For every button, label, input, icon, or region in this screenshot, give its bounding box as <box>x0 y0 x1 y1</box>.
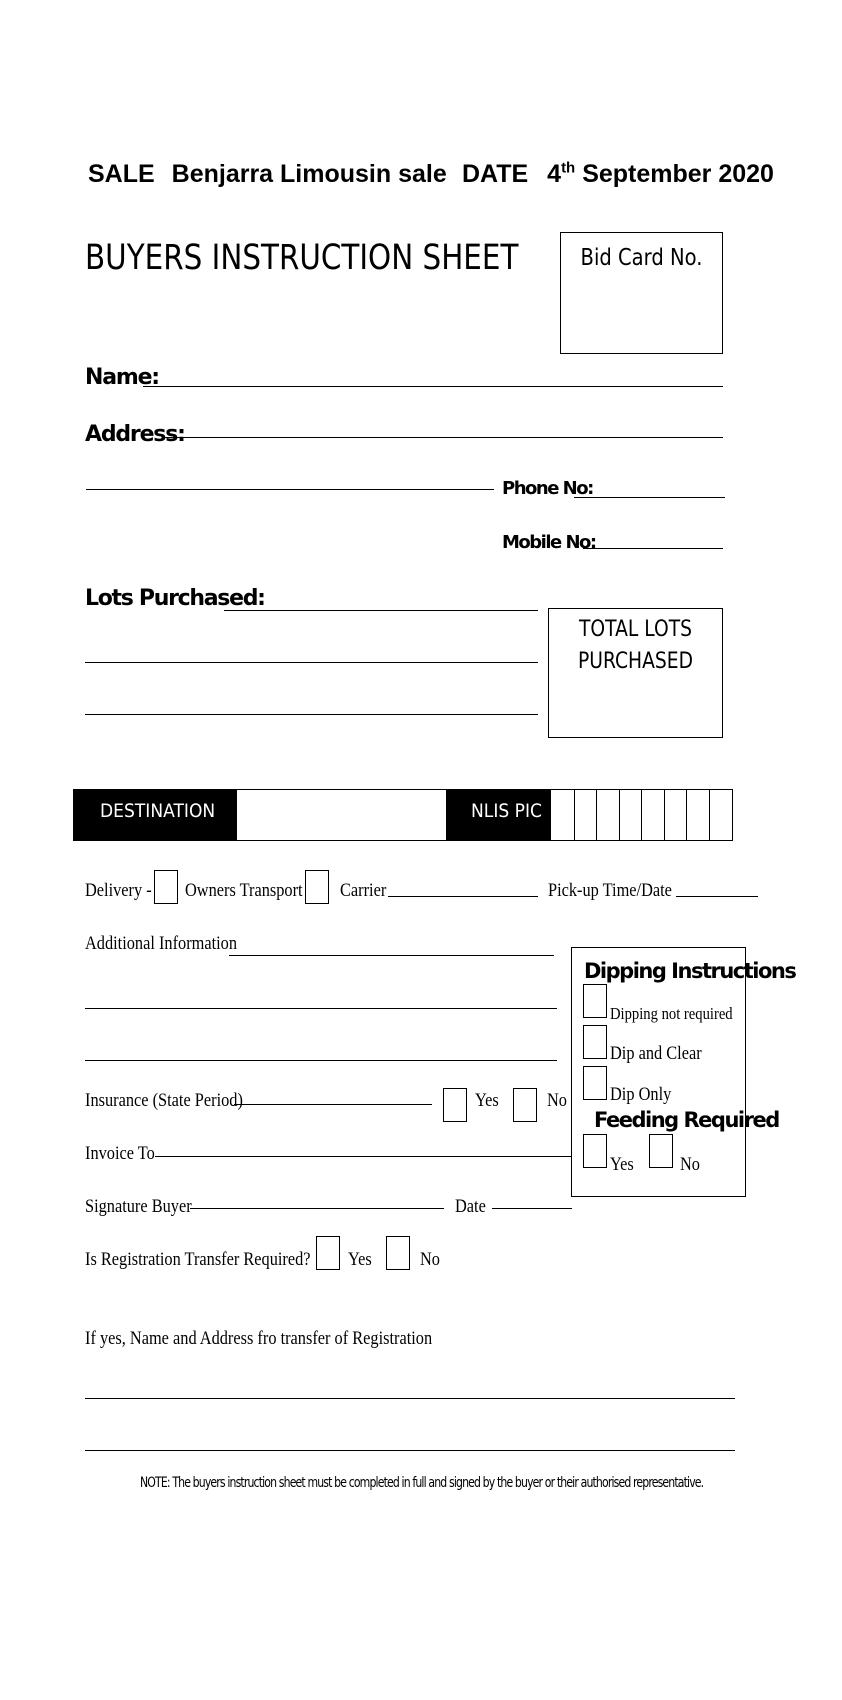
insurance-no-label: No <box>547 1090 567 1111</box>
destination-label: DESTINATION <box>100 800 216 822</box>
feeding-yes-checkbox[interactable] <box>583 1134 607 1168</box>
registration-address-line-2[interactable] <box>85 1450 735 1451</box>
phone-line[interactable] <box>574 497 725 498</box>
dipping-box <box>571 947 796 1197</box>
registration-yes-label: Yes <box>348 1249 372 1270</box>
total-lots-line1: TOTAL LOTS <box>578 617 693 642</box>
sale-value: Benjarra Limousin sale <box>171 160 447 188</box>
sale-header <box>88 160 447 189</box>
additional-info-line-3[interactable] <box>85 1060 557 1061</box>
carrier-label: Carrier <box>340 880 387 901</box>
dipping-not-required-checkbox[interactable] <box>583 984 607 1018</box>
dipping-option-2: Dip and Clear <box>610 1043 702 1064</box>
address-line-1[interactable] <box>165 437 723 438</box>
feeding-no-label: No <box>680 1154 700 1175</box>
registration-yes-checkbox[interactable] <box>316 1236 340 1270</box>
insurance-no-checkbox[interactable] <box>513 1088 537 1122</box>
nlis-pic-cell[interactable] <box>709 790 732 840</box>
name-label: Name: <box>85 365 159 390</box>
address-line-2[interactable] <box>86 489 494 490</box>
lots-line-1[interactable] <box>224 610 538 611</box>
bid-card-label: Bid Card No. <box>580 245 703 271</box>
invoice-to-line[interactable] <box>155 1156 571 1157</box>
nlis-pic-cell[interactable] <box>641 790 664 840</box>
page-title: BUYERS INSTRUCTION SHEET <box>85 238 519 278</box>
insurance-label: Insurance (State Period) <box>85 1090 243 1111</box>
signature-line[interactable] <box>190 1208 444 1209</box>
lots-line-3[interactable] <box>85 714 538 715</box>
nlis-pic-cell[interactable] <box>596 790 619 840</box>
nlis-pic-label: NLIS PIC <box>471 800 542 822</box>
nlis-pic-cell[interactable] <box>619 790 642 840</box>
pickup-label: Pick-up Time/Date <box>548 880 672 901</box>
bid-card-box[interactable] <box>560 232 723 354</box>
nlis-pic-cell[interactable] <box>551 790 574 840</box>
pickup-line[interactable] <box>676 896 758 897</box>
carrier-checkbox[interactable] <box>305 870 329 904</box>
insurance-yes-label: Yes <box>475 1090 499 1111</box>
signature-buyer-label: Signature Buyer <box>85 1196 192 1217</box>
lots-purchased-label: Lots Purchased: <box>85 586 265 611</box>
additional-info-line-2[interactable] <box>85 1008 557 1009</box>
mobile-label: Mobile No: <box>502 532 596 553</box>
phone-label: Phone No: <box>502 478 593 499</box>
name-line[interactable] <box>143 386 723 387</box>
date-rest: September 2020 <box>582 160 774 188</box>
registration-no-checkbox[interactable] <box>386 1236 410 1270</box>
address-label: Address: <box>85 422 185 447</box>
feeding-yes-label: Yes <box>610 1154 634 1175</box>
nlis-pic-cell[interactable] <box>686 790 709 840</box>
lots-line-2[interactable] <box>85 662 538 663</box>
delivery-label: Delivery - <box>85 880 152 901</box>
destination-input[interactable] <box>237 790 446 840</box>
footer-note: NOTE: The buyers instruction sheet must be completed in full and signed by the buyer or their authorised representative. <box>140 1475 704 1491</box>
date-header <box>462 160 774 189</box>
owners-transport-checkbox[interactable] <box>154 870 178 904</box>
registration-no-label: No <box>420 1249 440 1270</box>
dip-only-checkbox[interactable] <box>583 1066 607 1100</box>
date-day: 4 <box>547 160 562 188</box>
invoice-to-label: Invoice To <box>85 1143 155 1164</box>
date-label: DATE <box>462 160 529 188</box>
carrier-line[interactable] <box>388 896 538 897</box>
registration-address-line-1[interactable] <box>85 1398 735 1399</box>
mobile-line[interactable] <box>583 548 723 549</box>
date-suffix: th <box>561 159 576 177</box>
insurance-line[interactable] <box>234 1104 432 1105</box>
total-lots-box[interactable] <box>548 608 723 738</box>
signature-date-line[interactable] <box>492 1208 572 1209</box>
nlis-pic-label-cell <box>446 790 551 840</box>
feeding-title: Feeding Required <box>594 1108 779 1132</box>
registration-if-yes-label: If yes, Name and Address fro transfer of Registration <box>85 1328 433 1349</box>
additional-info-label: Additional Information <box>85 933 238 954</box>
signature-date-label: Date <box>455 1196 486 1217</box>
dipping-title: Dipping Instructions <box>584 959 796 983</box>
destination-bar <box>73 789 733 841</box>
dipping-option-3: Dip Only <box>610 1084 672 1105</box>
registration-question: Is Registration Transfer Required? <box>85 1249 311 1270</box>
nlis-pic-cells <box>551 790 731 840</box>
nlis-pic-cell[interactable] <box>574 790 597 840</box>
feeding-no-checkbox[interactable] <box>649 1134 673 1168</box>
nlis-pic-cell[interactable] <box>664 790 687 840</box>
owners-transport-label: Owners Transport <box>185 880 303 901</box>
additional-info-line-1[interactable] <box>229 955 554 956</box>
dipping-option-1: Dipping not required <box>610 1004 733 1023</box>
dip-and-clear-checkbox[interactable] <box>583 1025 607 1059</box>
total-lots-line2: PURCHASED <box>577 649 694 674</box>
destination-label-cell <box>74 790 237 840</box>
sale-label: SALE <box>88 160 155 188</box>
insurance-yes-checkbox[interactable] <box>443 1088 467 1122</box>
